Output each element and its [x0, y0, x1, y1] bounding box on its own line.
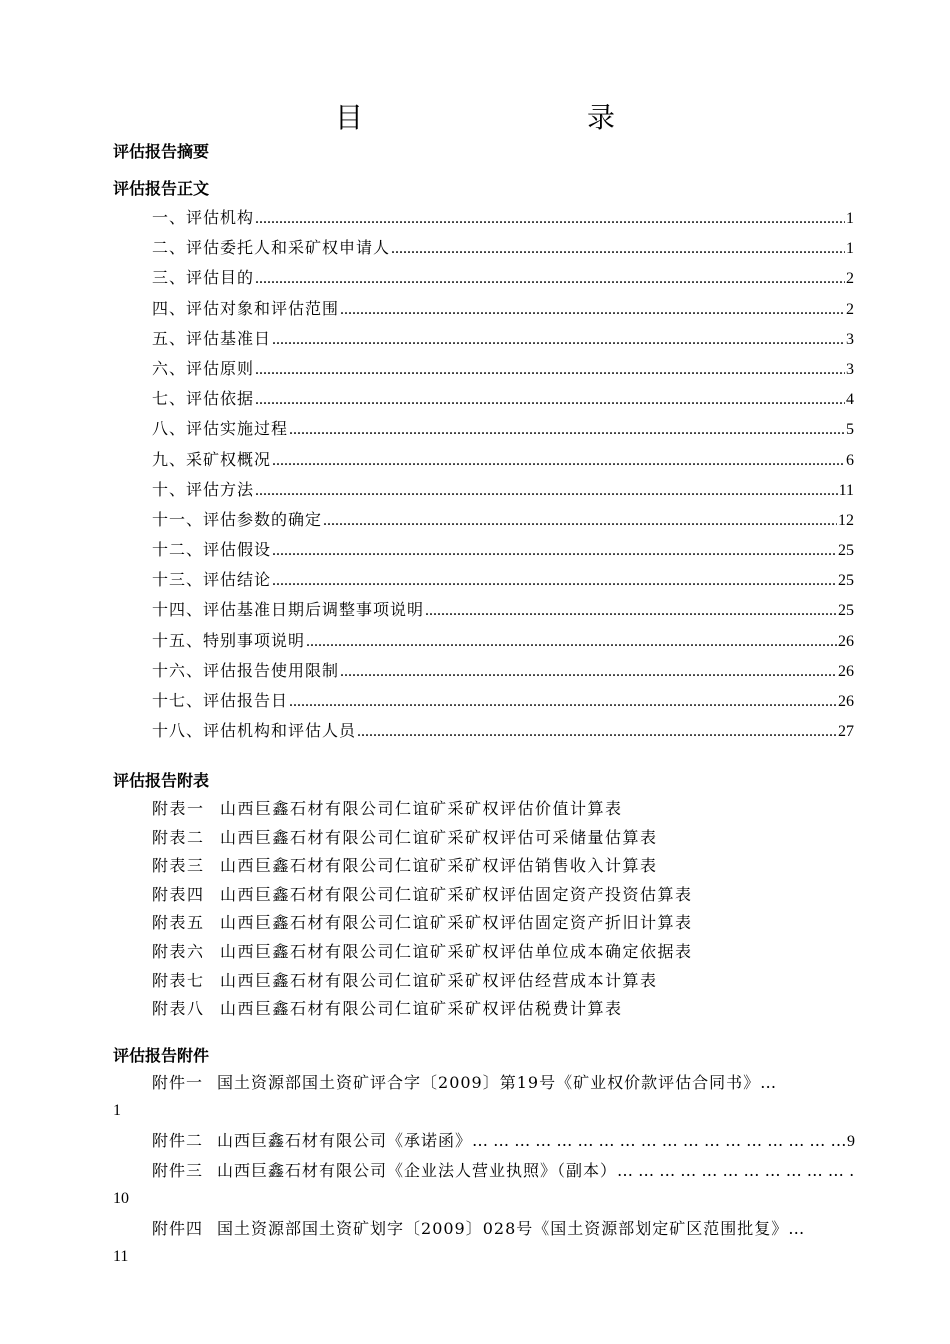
toc-leader-dots — [255, 387, 845, 413]
toc-entry-label: 十、评估方法 — [152, 479, 255, 499]
attachment-item[interactable] — [113, 1128, 855, 1156]
attachment-key: 附件一 — [152, 1073, 204, 1092]
toc-leader-dots — [340, 297, 845, 323]
toc-leader-dots — [255, 206, 845, 232]
toc-entry[interactable] — [152, 356, 854, 386]
toc-entry[interactable] — [152, 326, 854, 356]
attachment-key: 附件二 — [152, 1131, 204, 1150]
toc-leader-dots — [306, 629, 837, 655]
toc-entry-page: 26 — [838, 662, 854, 680]
toc-entry-page: 3 — [846, 360, 854, 378]
schedule-item[interactable] — [152, 853, 872, 882]
schedule-text: 山西巨鑫石材有限公司仁谊矿采矿权评估固定资产投资估算表 — [220, 884, 693, 904]
toc-leader-dots — [272, 568, 837, 594]
toc-entry[interactable] — [152, 235, 854, 265]
toc-entry-label: 十四、评估基准日期后调整事项说明 — [152, 600, 425, 620]
toc-entry-label: 十八、评估机构和评估人员 — [152, 721, 357, 741]
toc-entry[interactable] — [152, 537, 854, 567]
schedule-key: 附表八 — [152, 999, 205, 1019]
toc-leader-dots — [357, 719, 837, 745]
toc-entry-page: 1 — [846, 210, 854, 227]
schedule-text: 山西巨鑫石材有限公司仁谊矿采矿权评估价值计算表 — [220, 799, 623, 818]
section-heading-schedules: 评估报告附表 — [113, 771, 210, 790]
toc-entry-page: 3 — [846, 330, 854, 348]
attachment-page: 10 — [113, 1190, 129, 1207]
toc-entry-page: 5 — [846, 421, 854, 439]
toc-leader-dots — [255, 266, 845, 292]
toc-entry-label: 十五、特别事项说明 — [152, 630, 306, 650]
attachment-text: 山西巨鑫石材有限公司《企业法人营业执照》（副本） — [217, 1161, 618, 1180]
toc-leader-dots — [391, 236, 845, 262]
attachment-leader — [788, 1216, 855, 1242]
schedule-item[interactable] — [152, 968, 872, 997]
schedule-key: 附表四 — [152, 884, 205, 904]
schedule-key: 附表一 — [152, 799, 205, 818]
toc-leader-dots — [272, 448, 845, 474]
toc-entry[interactable] — [152, 416, 854, 446]
toc-entry-label: 二、评估委托人和采矿权申请人 — [152, 238, 391, 258]
attachment-item[interactable] — [113, 1158, 855, 1216]
schedule-key: 附表二 — [152, 827, 205, 847]
schedule-text: 山西巨鑫石材有限公司仁谊矿采矿权评估税费计算表 — [220, 999, 623, 1019]
schedule-key: 附表六 — [152, 941, 205, 961]
schedule-key: 附表七 — [152, 970, 205, 990]
toc-leader-dots — [289, 689, 837, 715]
page-title: 目 录 — [334, 101, 671, 134]
toc-entry[interactable] — [152, 567, 854, 597]
toc-entry-page: 2 — [846, 270, 854, 288]
attachment-leader — [617, 1158, 855, 1184]
toc-entry-page: 25 — [838, 602, 854, 620]
schedule-item[interactable] — [152, 825, 872, 854]
attachment-key: 附件四 — [152, 1219, 204, 1238]
toc-entry-label: 三、评估目的 — [152, 268, 255, 288]
toc-entry[interactable] — [152, 597, 854, 627]
toc-leader-dots — [272, 538, 837, 564]
toc-entry[interactable] — [152, 658, 854, 688]
section-heading-body: 评估报告正文 — [113, 179, 210, 198]
toc-entry-page: 4 — [846, 391, 854, 409]
schedule-key: 附表三 — [152, 856, 205, 876]
schedule-item[interactable] — [152, 939, 872, 968]
attachment-leader — [472, 1128, 847, 1154]
toc-entry[interactable] — [152, 628, 854, 658]
attachment-page: 11 — [113, 1248, 129, 1265]
toc-leader-dots — [289, 417, 845, 443]
toc-leader-dots — [255, 478, 838, 504]
schedule-item[interactable] — [152, 910, 872, 939]
attachment-item[interactable] — [113, 1070, 855, 1128]
toc-leader-dots — [323, 508, 837, 534]
toc-entry[interactable] — [152, 296, 854, 326]
toc-entry-label: 十七、评估报告日 — [152, 691, 289, 710]
schedule-text: 山西巨鑫石材有限公司仁谊矿采矿权评估固定资产折旧计算表 — [220, 913, 693, 933]
toc-entry[interactable] — [152, 265, 854, 295]
toc-entry-label: 六、评估原则 — [152, 358, 255, 378]
toc-entry-page: 11 — [838, 481, 854, 499]
section-heading-attachments: 评估报告附件 — [113, 1046, 210, 1065]
table-of-contents — [152, 205, 854, 748]
toc-entry[interactable] — [152, 507, 854, 537]
toc-leader-dots — [425, 598, 837, 624]
toc-entry-page: 27 — [838, 723, 854, 741]
attachment-page: 9 — [847, 1133, 855, 1150]
toc-entry-label: 十一、评估参数的确定 — [152, 509, 323, 529]
attachment-text: 国土资源部国土资矿评合字〔2009〕第19号《矿业权价款评估合同书》 — [217, 1073, 761, 1092]
toc-entry-label: 八、评估实施过程 — [152, 419, 289, 439]
attachment-list — [113, 1070, 855, 1274]
toc-entry[interactable] — [152, 447, 854, 477]
toc-entry[interactable] — [152, 477, 854, 507]
schedule-item[interactable] — [152, 882, 872, 911]
toc-entry-label: 四、评估对象和评估范围 — [152, 298, 340, 318]
toc-entry-label: 十三、评估结论 — [152, 570, 272, 590]
toc-leader-dots — [272, 327, 845, 353]
schedule-key: 附表五 — [152, 913, 205, 933]
toc-entry-page: 26 — [838, 632, 854, 650]
toc-entry-page: 12 — [838, 511, 854, 529]
toc-entry[interactable] — [152, 386, 854, 416]
toc-entry-page: 1 — [846, 240, 854, 258]
attachment-text: 国土资源部国土资矿划字〔2009〕028号《国土资源部划定矿区范围批复》 — [217, 1219, 789, 1238]
toc-entry-page: 26 — [838, 693, 854, 710]
toc-entry-label: 一、评估机构 — [152, 208, 255, 227]
toc-entry-label: 五、评估基准日 — [152, 328, 272, 348]
toc-entry-page: 25 — [838, 542, 854, 560]
toc-leader-dots — [340, 659, 837, 685]
schedule-text: 山西巨鑫石材有限公司仁谊矿采矿权评估经营成本计算表 — [220, 970, 658, 990]
toc-entry[interactable] — [152, 205, 854, 235]
attachment-item[interactable] — [113, 1216, 855, 1274]
schedule-list — [152, 796, 872, 1025]
toc-leader-dots — [255, 357, 845, 383]
schedule-item[interactable] — [152, 996, 872, 1025]
schedule-text: 山西巨鑫石材有限公司仁谊矿采矿权评估销售收入计算表 — [220, 856, 658, 876]
toc-entry[interactable] — [152, 688, 854, 718]
toc-entry-label: 七、评估依据 — [152, 389, 255, 409]
section-heading-summary: 评估报告摘要 — [113, 142, 210, 161]
toc-entry-page: 25 — [838, 572, 854, 590]
attachment-leader — [760, 1070, 855, 1096]
attachment-text: 山西巨鑫石材有限公司《承诺函》 — [217, 1131, 473, 1150]
toc-entry-label: 十二、评估假设 — [152, 540, 272, 560]
schedule-text: 山西巨鑫石材有限公司仁谊矿采矿权评估可采储量估算表 — [220, 827, 658, 847]
schedule-text: 山西巨鑫石材有限公司仁谊矿采矿权评估单位成本确定依据表 — [220, 941, 693, 961]
attachment-page: 1 — [113, 1102, 121, 1119]
toc-entry-page: 2 — [846, 300, 854, 318]
toc-entry[interactable] — [152, 718, 854, 748]
attachment-key: 附件三 — [152, 1161, 204, 1180]
toc-entry-label: 九、采矿权概况 — [152, 449, 272, 469]
schedule-item[interactable] — [152, 796, 872, 825]
toc-entry-label: 十六、评估报告使用限制 — [152, 660, 340, 680]
toc-entry-page: 6 — [846, 451, 854, 469]
